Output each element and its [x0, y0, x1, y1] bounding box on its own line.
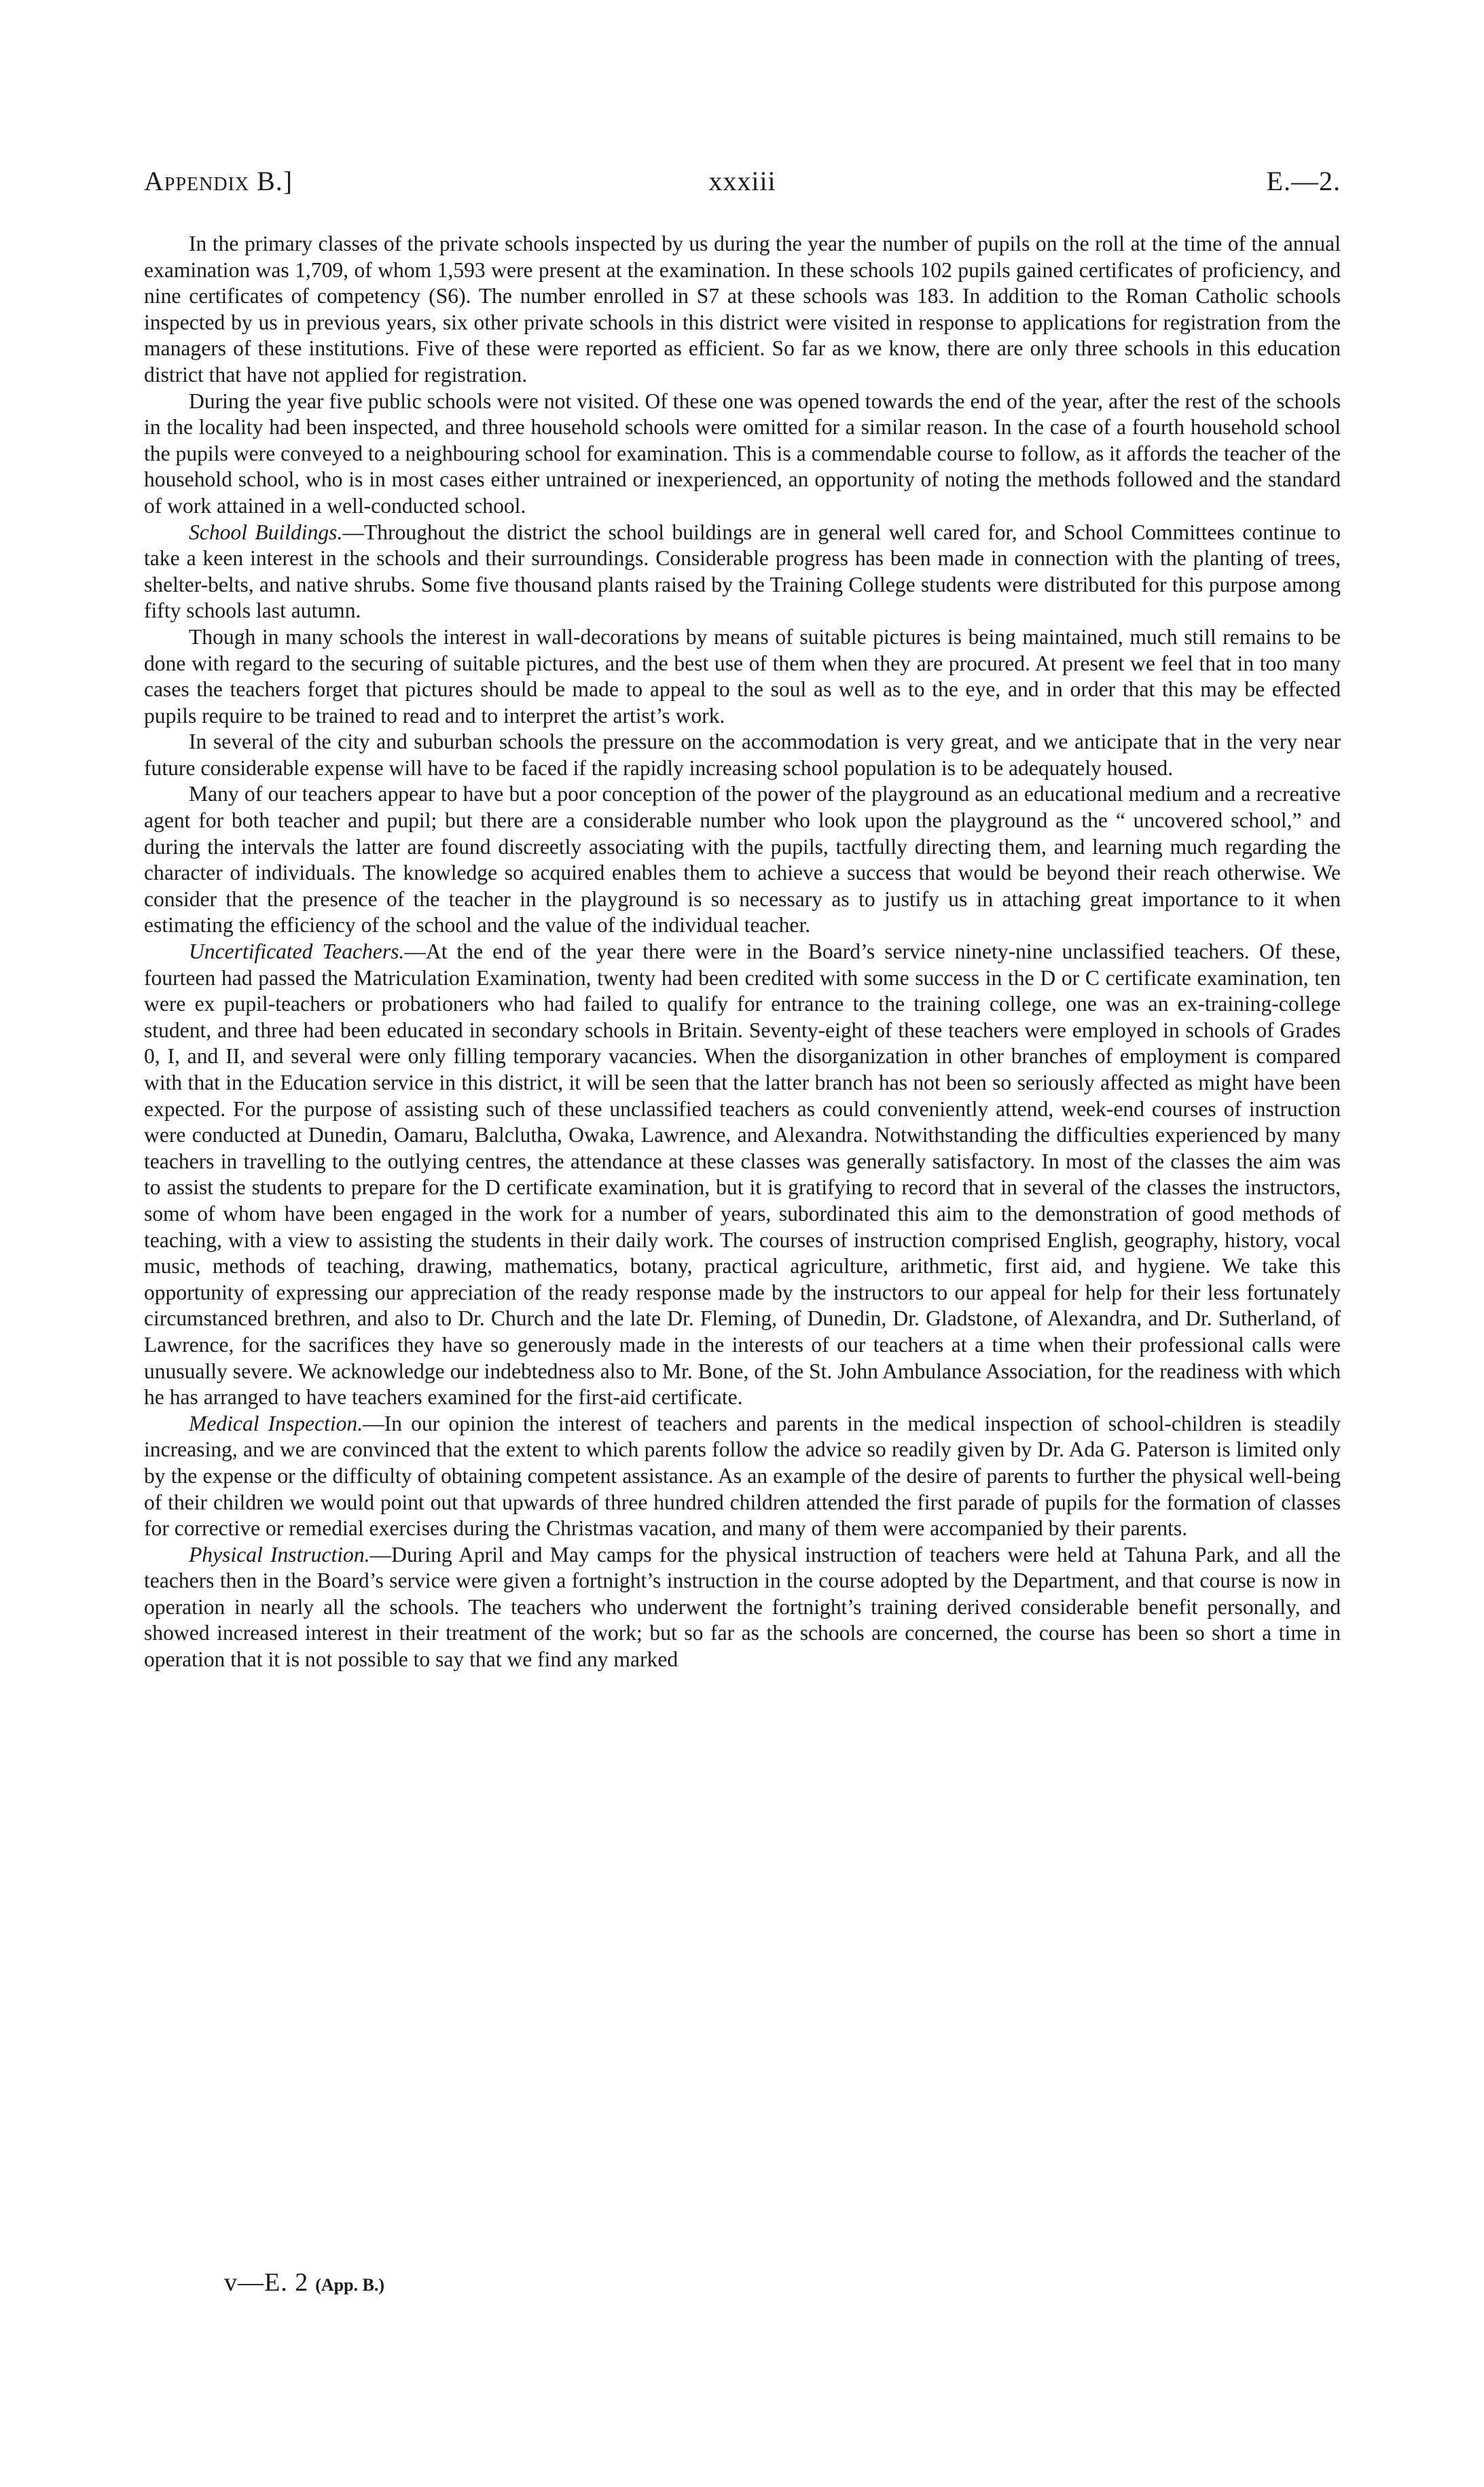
paragraph-heading: Medical Inspection. [189, 1411, 363, 1435]
signature-note: (App. B.) [315, 2275, 385, 2295]
page-number: xxxiii [708, 166, 776, 196]
paragraph-accommodation [144, 729, 1341, 781]
paragraph-text: —In our opinion the interest of teachers and parents in the medical inspection of school-children is steadily increasing, and we are convinced that the extent to which parents follow the advice so readily given by Dr. Ada G. Paterson is limited only by the expense or the difficulty of obtaining competent assistance. As an example of the desire of parents to further the physical well-being of their children we would point out that upwards of three hundred children attended the first parade of pupils for the formation of classes for corrective or remedial exercises during the Christmas vacation, and many of them were accompanied by their parents. [144, 1411, 1341, 1541]
header-appendix: Appendix B.] [144, 166, 293, 196]
paragraph-text: —During April and May camps for the physical instruction of teachers were held at Tahuna Park, and all the teachers then in the Board’s service were given a fortnight’s instruction in the course adopted by the Department, and that course is now in operation in nearly all the schools. The teachers who underwent the fortnight’s training derived considerable benefit personally, and showed increased interest in their treatment of the work; but so far as the schools are concerned, the course has been so short a time in operation that it is not possible to say that we find any marked [144, 1542, 1341, 1672]
paragraph-text: In several of the city and suburban schools the pressure on the accommodation is very great, and we anticipate that in the very near future considerable expense will have to be faced if the rapidly increasing school population is to be adequately housed. [144, 730, 1341, 780]
paragraph-medical-inspection [144, 1411, 1341, 1542]
paragraph-physical-instruction [144, 1542, 1341, 1673]
signature-mark: v—E. 2 [224, 2268, 309, 2297]
paragraph-wall-decorations [144, 624, 1341, 729]
paragraph-heading: Physical Instruction. [189, 1542, 370, 1567]
paragraph-text: In the primary classes of the private schools inspected by us during the year the number of pupils on the roll at the time of the annual examination was 1,709, of whom 1,593 were present at the examination. In these schools 102 pupils gained certificates of proficiency, and nine certificates of competency (S6). The number enrolled in S7 at these schools was 183. In addition to the Roman Catholic schools inspected by us in previous years, six other private schools in this district were visited in response to applications for registration from the managers of these institutions. Five of these were reported as efficient. So far as we know, there are only three schools in this education district that have not applied for registration. [144, 232, 1341, 387]
printer-signature [224, 2268, 384, 2297]
paragraph-school-buildings [144, 520, 1341, 624]
running-header [144, 165, 1341, 206]
paragraph-text: —At the end of the year there were in the Board’s service ninety-nine unclassified teachers. Of these, fourteen had passed the Matriculation Examination, twenty had been credited with some success in the D or C certificate examination, ten were ex pupil-teachers or probationers who had failed to qualify for entrance to the training college, one was an ex-training-college student, and three had been educated in secondary schools in Britain. Seventy-eight of these teachers were employed in schools of Grades 0, I, and II, and several were only filling temporary vacancies. When the disorganization in other branches of employment is compared with that in the Education service in this district, it will be seen that the latter branch has not been so seriously affected as might have been expected. For the purpose of assisting such of these unclassified teachers as could conveniently attend, week-end courses of instruction were conducted at Dunedin, Oamaru, Balclutha, Owaka, Lawrence, and Alexandra. Notwithstanding the difficulties experienced by many teachers in travelling to the outlying centres, the attendance at these classes was generally satisfactory. In most of the classes the aim was to assist the students to prepare for the D certificate examination, but it is gratifying to record that in several of the classes the instructors, some of whom have been engaged in the work for a number of years, subordinated this aim to the demonstration of good methods of teaching, with a view to assisting the students in their daily work. The courses of instruction comprised English, geography, history, vocal music, methods of teaching, drawing, mathematics, botany, practical agriculture, arithmetic, first aid, and hygiene. We take this opportunity of expressing our appreciation of the ready response made by the instructors to our appeal for help for their less fortunately circumstanced brethren, and also to Dr. Church and the late Dr. Fleming, of Dunedin, Dr. Gladstone, of Alexandra, and Dr. Sutherland, of Lawrence, for the sacrifices they have so generously made in the interests of our teachers at a time when their professional calls were unusually severe. We acknowledge our indebtedness also to Mr. Bone, of the St. John Ambulance Association, for the readiness with which he has arranged to have teachers examined for the first-aid certificate. [144, 940, 1341, 1410]
paragraph-text: Though in many schools the interest in wall-decorations by means of suitable pictures is being maintained, much still remains to be done with regard to the securing of suitable pictures, and the best use of them when they are procured. At present we feel that in too many cases the teachers forget that pictures should be made to appeal to the soul as well as to the eye, and in order that this may be effected pupils require to be trained to read and to interpret the artist’s work. [144, 624, 1341, 728]
paragraph-text: Many of our teachers appear to have but a poor conception of the power of the playground as an educational medium and a recreative agent for both teacher and pupil; but there are a considerable number who look upon the playground as the “ uncovered school,” and during the intervals the latter are found discreetly associating with the pupils, tactfully directing them, and learning much regarding the character of individuals. The knowledge so acquired enables them to achieve a success that would be beyond their reach otherwise. We consider that the presence of the teacher in the playground is so necessary as to justify us in attaching great importance to it when estimating the efficiency of the school and the value of the individual teacher. [144, 782, 1341, 937]
body-text [144, 231, 1341, 1673]
paragraph-private-schools [144, 231, 1341, 389]
paragraph-text: —Throughout the district the school buildings are in general well cared for, and School Committees continue to take a keen interest in the schools and their surroundings. Considerable progress has been made in connection with the planting of trees, shelter-belts, and native shrubs. Some five thousand plants raised by the Training College students were distributed for this purpose among fifty schools last autumn. [144, 520, 1341, 623]
paragraph-heading: School Buildings. [189, 520, 343, 544]
header-report-code: E.—2. [1266, 166, 1341, 196]
paragraph-heading: Uncertificated Teachers. [189, 940, 405, 964]
paragraph-uncertificated-teachers [144, 939, 1341, 1411]
paragraph-schools-not-visited [144, 389, 1341, 520]
paragraph-text: During the year five public schools were not visited. Of these one was opened towards the end of the year, after the rest of the schools in the locality had been inspected, and three household schools were omitted for a similar reason. In the case of a fourth household school the pupils were conveyed to a neighbouring school for examination. This is a commendable course to follow, as it affords the teacher of the household school, who is in most cases either untrained or inexperienced, an opportunity of noting the methods followed and the standard of work attained in a well-conducted school. [144, 389, 1341, 518]
paragraph-playground [144, 781, 1341, 939]
